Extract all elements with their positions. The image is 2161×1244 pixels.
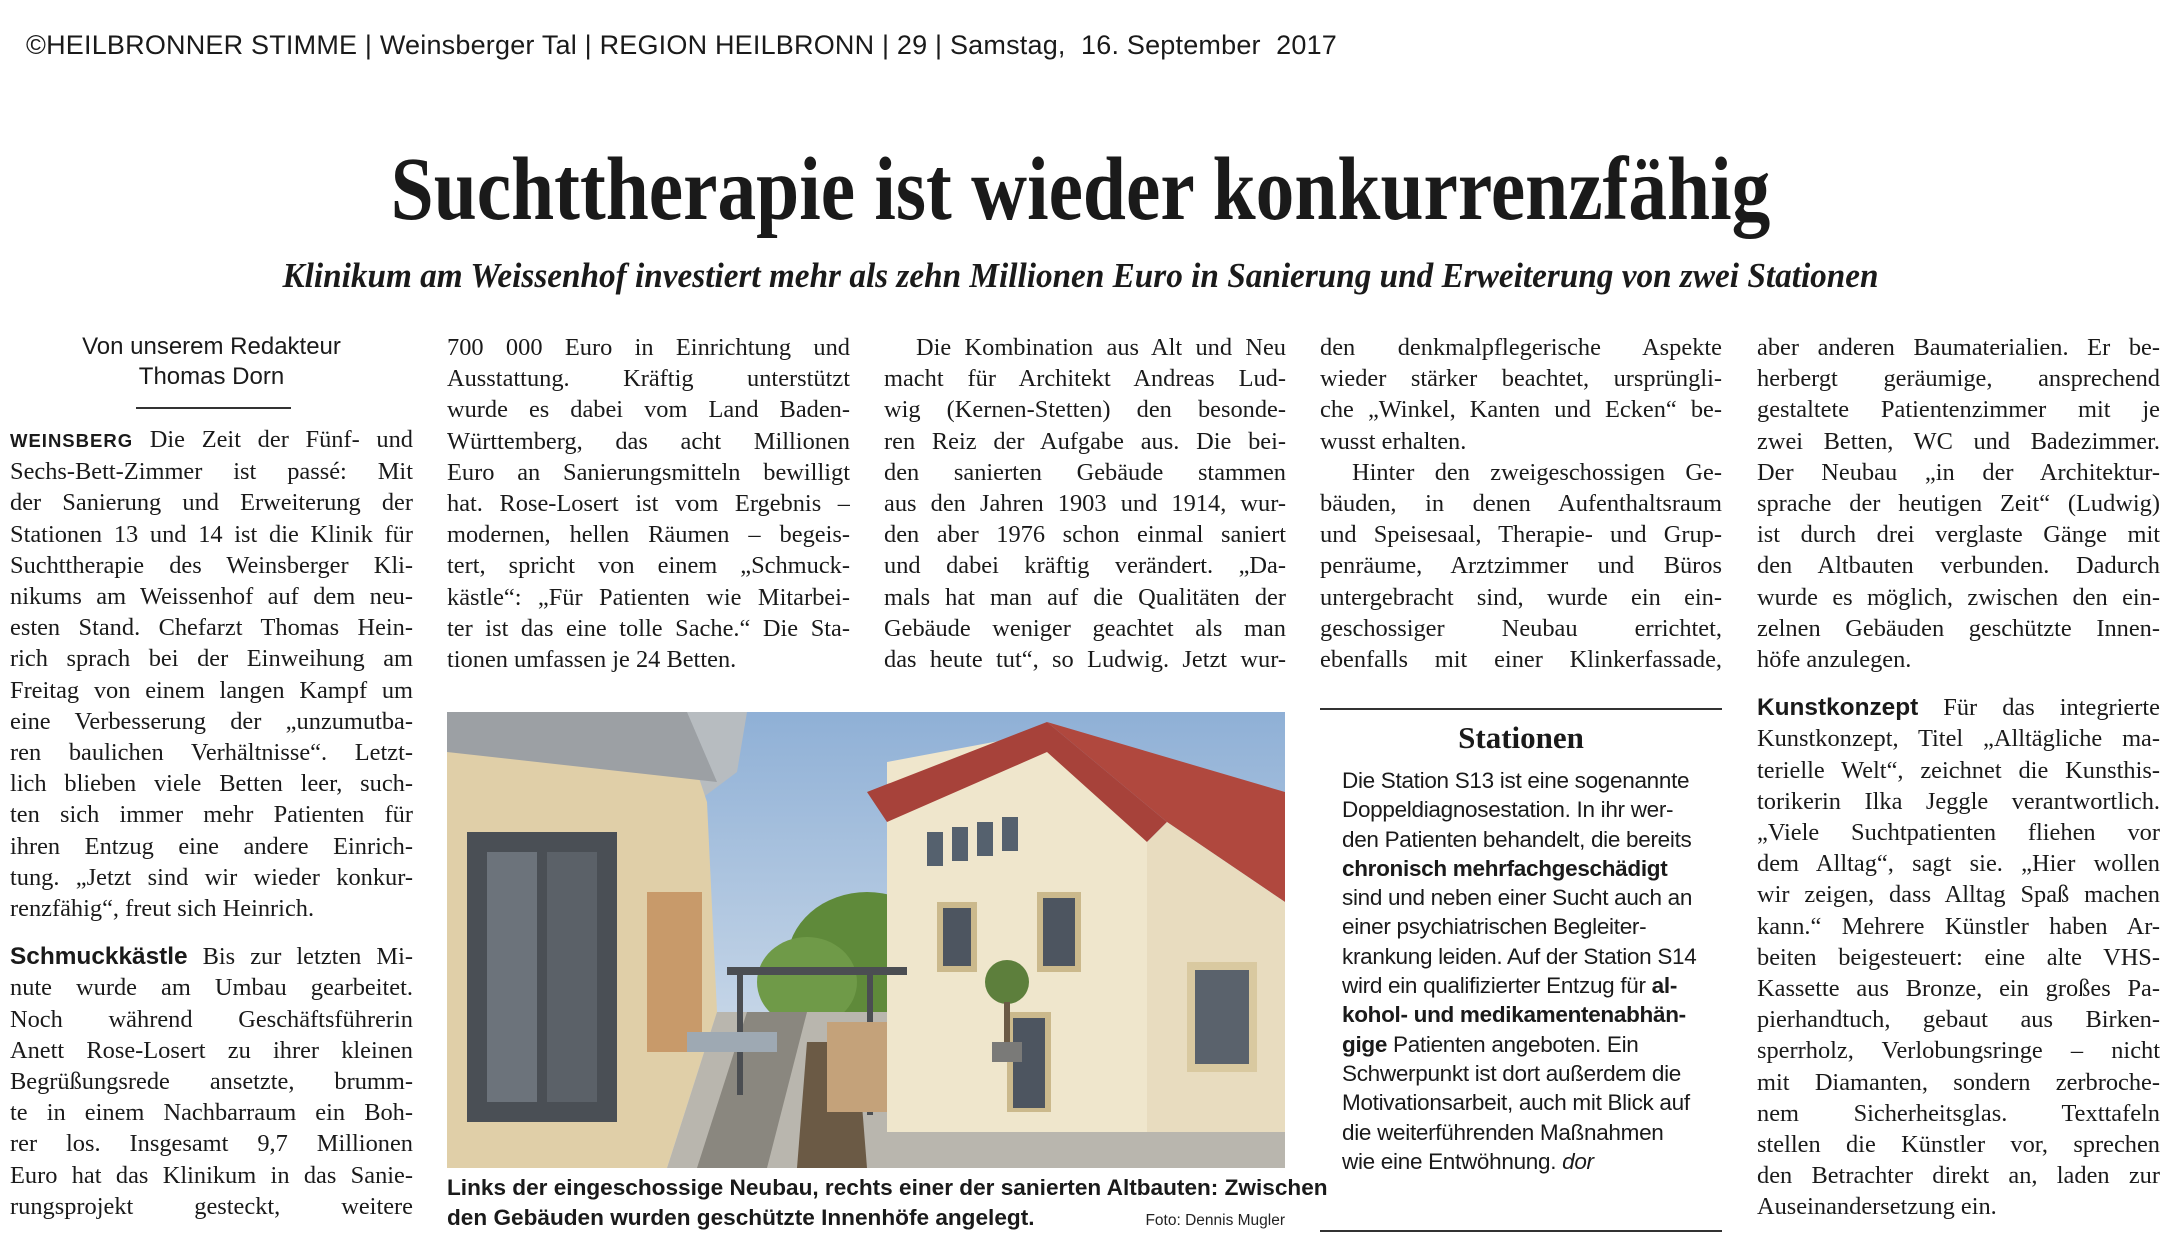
headline: Suchttherapie ist wieder konkurrenzfähig xyxy=(390,140,1771,239)
text-line: Kunstkonzept Für das integrierte xyxy=(1757,694,2160,722)
text-line: dem Alltag“, sagt sie. „Hier wollen xyxy=(1757,850,2160,878)
section-kicker: Kunstkonzept xyxy=(1757,694,1919,722)
text-line: rich sprach bei der Einweihung am xyxy=(10,645,413,673)
info-box-stationen xyxy=(1320,708,1722,1231)
text-line: wurde es möglich, zwischen den ein- xyxy=(1757,583,2160,611)
text-line: tionen umfassen je 24 Betten. xyxy=(447,646,737,674)
article-photo xyxy=(447,712,1285,1168)
text-line: wurde es dabei vom Land Baden- xyxy=(447,396,850,424)
text-line: höfe anzulegen. xyxy=(1757,646,1912,674)
text-line: ren Reiz der Aufgabe aus. Die bei- xyxy=(884,427,1286,455)
text-line: Schmuckkästle Bis zur letzten Mi- xyxy=(10,943,413,971)
text-line: den aber 1976 schon einmal saniert xyxy=(884,521,1286,549)
text-line: kann.“ Mehrere Künstler haben Ar- xyxy=(1757,912,2160,940)
text-line: ten sich immer mehr Patienten für xyxy=(10,801,413,829)
text-line: nute wurde am Umbau gearbeitet. xyxy=(10,974,413,1002)
column-2 xyxy=(447,332,850,675)
subheadline: Klinikum am Weissenhof investiert mehr als zehn Millionen Euro in Sanierung und Erweiterung von zwei Stationen xyxy=(282,256,1879,295)
text-line: Gebäude weniger geachtet als man xyxy=(884,614,1286,642)
text-line: zelnen Gebäuden geschützte Innen- xyxy=(1757,614,2160,642)
text-line: gestaltete Patientenzimmer mit je xyxy=(1757,396,2160,424)
text-line: Suchttherapie des Weinsberger Kli- xyxy=(10,551,413,579)
dateline: WEINSBERG xyxy=(10,430,134,451)
text-line: Euro an Sanierungsmitteln bewilligt xyxy=(447,458,850,486)
text-line: penräume, Arztzimmer und Büros xyxy=(1320,552,1722,580)
text-line: che „Winkel, Kanten und Ecken“ be- xyxy=(1320,396,1722,424)
text-line: rungsprojekt gesteckt, weitere xyxy=(10,1192,413,1220)
byline-author: Thomas Dorn xyxy=(138,363,285,390)
box-text: Die Station S13 ist eine sogenannte Doppeldiagnosestation. In ihr wer- den Patienten behandelt, die bereits chronisch mehrfachgeschädigt sind und neben einer Sucht auch an einer psychiatrischen Begleiter- krankung leiden. Auf der Station S14 wird ein qualifizierter Entzug für al- kohol- und medikamentenabhän- gige Patienten angeboten. Ein Schwerpunkt ist dort außerdem die Motivationsarbeit, auch mit Blick auf die weiterführenden Maßnahmen wie eine Entwöhnung. dor xyxy=(1342,768,1697,1174)
text-line: Kassette aus Bronze, ein großes Pa- xyxy=(1757,975,2160,1003)
text-line: und dabei kräftig verändert. „Da- xyxy=(884,552,1286,580)
courtyard-illustration xyxy=(447,712,1285,1168)
text-line: Anett Rose-Losert zu ihrer kleinen xyxy=(10,1036,413,1064)
text-line: wig (Kernen-Stetten) den besonde- xyxy=(884,396,1286,424)
box-title: Stationen xyxy=(1458,720,1584,755)
column-5 xyxy=(1757,332,2160,1223)
text-line: und Speisesaal, Therapie- und Grup- xyxy=(1320,521,1722,549)
text-line: stellen die Künstler vor, sprechen xyxy=(1757,1131,2160,1159)
byline xyxy=(10,332,413,392)
text-line: bäuden, in denen Aufenthaltsraum xyxy=(1320,490,1722,518)
text-line: Ausstattung. Kräftig unterstützt xyxy=(447,365,850,393)
text-line: Kunstkonzept, Titel „Alltägliche ma- xyxy=(1757,725,2160,753)
text-line: kästle“: „Für Patienten wie Mitarbei- xyxy=(447,583,850,611)
text-line: aus den Jahren 1903 und 1914, wur- xyxy=(884,490,1286,518)
text-line: Noch während Geschäftsführerin xyxy=(10,1005,413,1033)
text-line: Stationen 13 und 14 ist die Klinik für xyxy=(10,520,413,548)
text-line: beiten beigesteuert: eine alte VHS- xyxy=(1757,943,2160,971)
text-line: ihren Entzug eine andere Einrich- xyxy=(10,832,413,860)
text-line: ebenfalls mit einer Klinkerfassade, xyxy=(1320,646,1722,674)
text-line: terielle Welt“, zeichnet die Kunsthis- xyxy=(1757,756,2160,784)
text-line: Hinter den zweigeschossigen Ge- xyxy=(1352,458,1722,486)
text-line: Die Kombination aus Alt und Neu xyxy=(916,334,1286,361)
text-line: den Betrachter direkt an, laden zur xyxy=(1757,1162,2160,1190)
text-line: untergebracht sind, wurde ein ein- xyxy=(1320,583,1722,611)
text-line: rer los. Insgesamt 9,7 Millionen xyxy=(10,1130,413,1158)
text-line: sperrholz, Verlobungsringe – nicht xyxy=(1757,1037,2160,1065)
text-line: das heute tut“, so Ludwig. Jetzt wur- xyxy=(884,646,1286,674)
byline-role: Von unserem Redakteur xyxy=(82,333,341,360)
text-line: Freitag von einem langen Kampf um xyxy=(10,676,413,704)
text-line: mit Diamanten, sondern zerbroche- xyxy=(1757,1068,2160,1096)
text-line: WEINSBERG Die Zeit der Fünf- und xyxy=(10,426,413,453)
text-line: esten Stand. Chefarzt Thomas Hein- xyxy=(10,614,413,642)
text-line: modernen, hellen Räumen – begeis- xyxy=(447,521,850,549)
text-line: aber anderen Baumaterialien. Er be- xyxy=(1757,334,2160,361)
text-line: ter ist das eine tolle Sache.“ Die Sta- xyxy=(447,614,850,642)
text-line: Der Neubau „in der Architektur- xyxy=(1757,458,2160,486)
text-line: hat. Rose-Losert ist vom Ergebnis – xyxy=(447,490,850,518)
text-line: pierhandtuch, gebaut aus Birken- xyxy=(1757,1006,2160,1034)
text-line: zwei Betten, WC und Badezimmer. xyxy=(1757,427,2160,455)
text-line: Euro hat das Klinikum in das Sanie- xyxy=(10,1161,413,1189)
text-line: 700 000 Euro in Einrichtung und xyxy=(447,334,850,361)
text-line: den sanierten Gebäude stammen xyxy=(884,458,1286,486)
text-line: te in einem Nachbarraum ein Boh- xyxy=(10,1099,413,1127)
photo-credit: Foto: Dennis Mugler xyxy=(1145,1212,1285,1229)
column-4 xyxy=(1320,332,1722,675)
text-line: wir zeigen, dass Alltag Spaß machen xyxy=(1757,881,2160,909)
text-line: geschossiger Neubau errichtet, xyxy=(1320,614,1722,642)
text-line: ren baulichen Verhältnisse“. Letzt- xyxy=(10,739,413,767)
section-kicker: Schmuckkästle xyxy=(10,943,188,971)
byline-rule xyxy=(136,407,291,409)
text-line: wusst erhalten. xyxy=(1320,427,1467,455)
caption-line: Links der eingeschossige Neubau, rechts einer der sanierten Altbauten: Zwischen xyxy=(447,1175,1328,1200)
text-line: wieder stärker beachtet, ursprüngli- xyxy=(1320,365,1722,393)
text-line: tung. „Jetzt sind wir wieder konkur- xyxy=(10,863,413,891)
text-line: sprache der heutigen Zeit“ (Ludwig) xyxy=(1757,490,2160,518)
text-line: „Viele Suchtpatienten fliehen vor xyxy=(1757,819,2160,847)
text-line: torikerin Ilka Jeggle verantwortlich. xyxy=(1757,787,2160,815)
text-line: Auseinandersetzung ein. xyxy=(1757,1193,1997,1221)
text-line: herbergt geräumige, ansprechend xyxy=(1757,365,2160,393)
text-line: der Sanierung und Erweiterung der xyxy=(10,489,413,517)
text-line: nem Sicherheitsglas. Texttafeln xyxy=(1757,1099,2160,1127)
text-line: den Altbauten verbunden. Dadurch xyxy=(1757,552,2160,580)
text-line: Württemberg, das acht Millionen xyxy=(447,427,850,455)
text-line: eine Verbesserung der „unzumutba- xyxy=(10,707,413,735)
text-line: ist durch drei verglaste Gänge mit xyxy=(1757,521,2160,549)
text-line: Sechs-Bett-Zimmer ist passé: Mit xyxy=(10,458,413,486)
text-line: tert, spricht von einem „Schmuck- xyxy=(447,552,850,580)
column-3 xyxy=(884,332,1286,675)
text-line: lich blieben viele Betten leer, such- xyxy=(10,770,413,798)
text-line: den denkmalpflegerische Aspekte xyxy=(1320,334,1722,361)
caption-line: den Gebäuden wurden geschützte Innenhöfe angelegt. xyxy=(447,1205,1035,1230)
text-line: mals hat man auf die Qualitäten der xyxy=(884,583,1286,611)
box-bottom-rule xyxy=(1320,1230,1722,1232)
text-line: renzfähig“, freut sich Heinrich. xyxy=(10,895,315,923)
text-line: nikums am Weissenhof auf dem neu- xyxy=(10,583,413,611)
column-1 xyxy=(10,424,413,1222)
text-line: Begrüßungsrede ansetzte, brumm- xyxy=(10,1068,413,1096)
masthead: ©HEILBRONNER STIMME | Weinsberger Tal | REGION HEILBRONN | 29 | Samstag, 16. September 2017 xyxy=(26,30,1338,60)
text-line: macht für Architekt Andreas Lud- xyxy=(884,365,1286,393)
